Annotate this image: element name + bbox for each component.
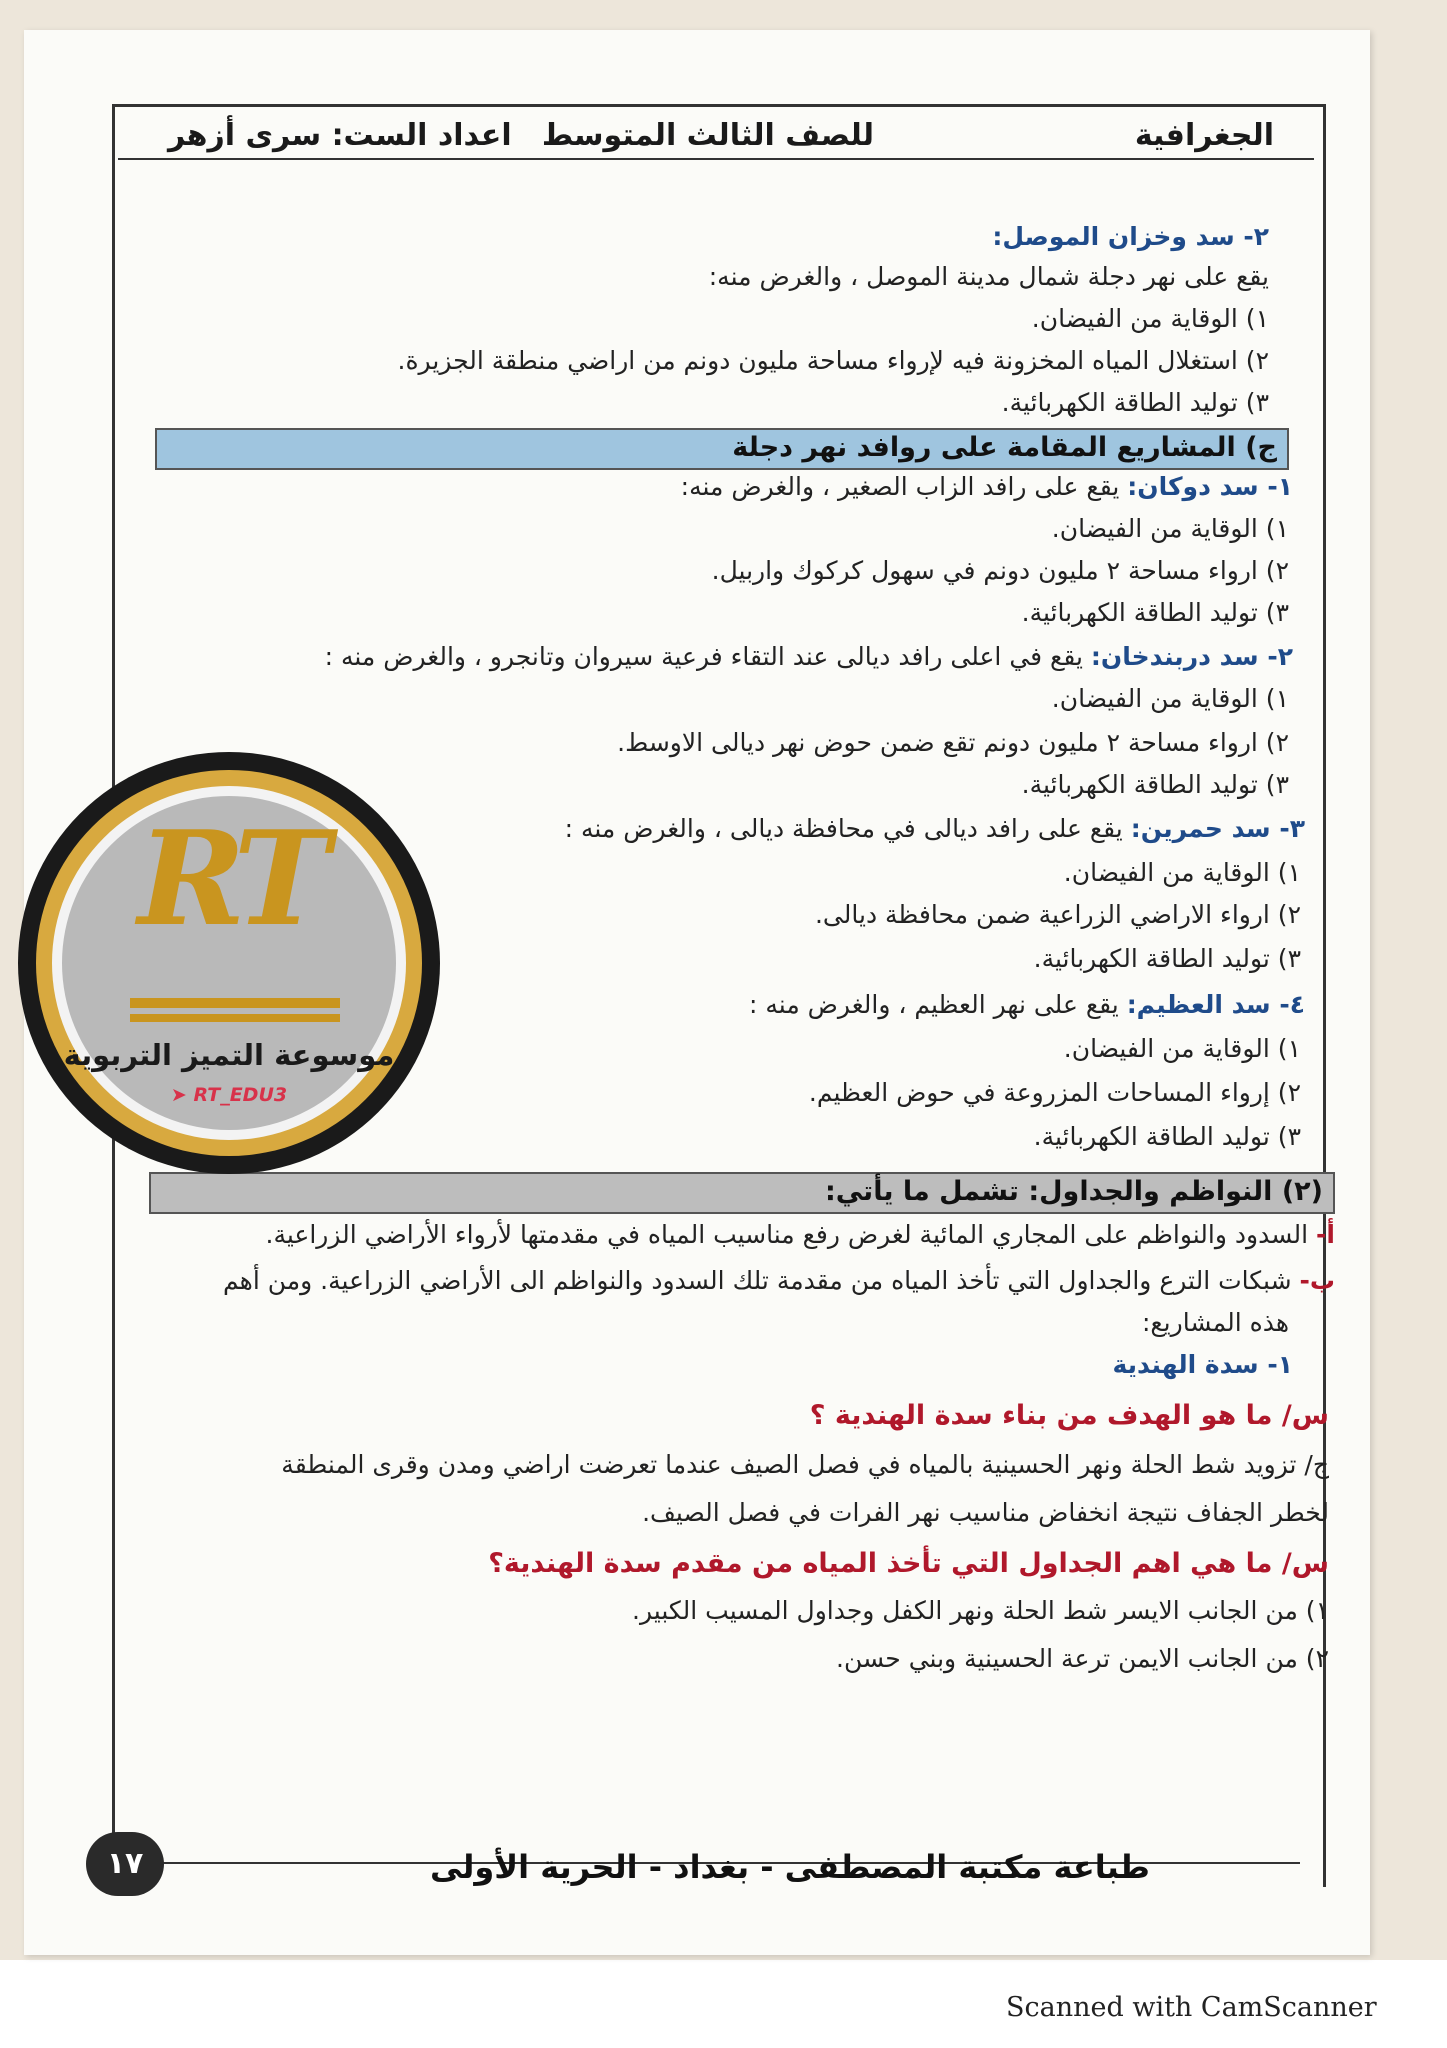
subsection-title: ١- سدة الهندية bbox=[1112, 1350, 1293, 1379]
list-item: ١) الوقاية من الفيضان. bbox=[1051, 514, 1289, 543]
page-header bbox=[118, 112, 1314, 162]
paragraph: هذه المشاريع: bbox=[1141, 1308, 1289, 1337]
question: س/ ما هي اهم الجداول التي تأخذ المياه من مقدم سدة الهندية؟ bbox=[488, 1548, 1329, 1579]
header-class: للصف الثالث المتوسط bbox=[541, 118, 874, 153]
list-item: ٢) ارواء مساحة ٢ مليون دونم تقع ضمن حوض نهر ديالى الاوسط. bbox=[617, 728, 1289, 757]
list-item: ٣) توليد الطاقة الكهربائية. bbox=[1033, 944, 1301, 973]
section-heading-bar bbox=[149, 1172, 1335, 1214]
list-item: ١) الوقاية من الفيضان. bbox=[1051, 684, 1289, 713]
watermark-handle-text: RT_EDU3 bbox=[193, 1084, 288, 1106]
send-icon: ➤ bbox=[170, 1084, 194, 1106]
answer: لخطر الجفاف نتيجة انخفاض مناسيب نهر الفرات في فصل الصيف. bbox=[642, 1498, 1329, 1527]
dam-entry bbox=[749, 990, 1305, 1019]
section-heading: (٢) النواظم والجداول: تشمل ما يأتي: bbox=[824, 1176, 1323, 1207]
answer-item: ١) من الجانب الايسر شط الحلة ونهر الكفل وجداول المسيب الكبير. bbox=[632, 1596, 1329, 1625]
list-item: ١) الوقاية من الفيضان. bbox=[1063, 858, 1301, 887]
list-item: ١) الوقاية من الفيضان. bbox=[1031, 304, 1269, 333]
paragraph bbox=[223, 1266, 1335, 1295]
footer-printer: طباعة مكتبة المصطفى - بغداد - الحرية الأولى bbox=[430, 1848, 1150, 1886]
list-item: ٣) توليد الطاقة الكهربائية. bbox=[1021, 770, 1289, 799]
answer: ج/ تزويد شط الحلة ونهر الحسينية بالمياه في فصل الصيف عندما تعرضت اراضي ومدن وقرى المنطقة bbox=[281, 1450, 1329, 1479]
section-heading: ج) المشاريع المقامة على روافد نهر دجلة bbox=[732, 432, 1277, 463]
paragraph-text: السدود والنواظم على المجاري المائية لغرض رفع مناسيب المياه في مقدمتها لأرواء الأراضي الزراعية. bbox=[265, 1220, 1309, 1249]
list-item: ٢) استغلال المياه المخزونة فيه لإرواء مساحة مليون دونم من اراضي منطقة الجزيرة. bbox=[397, 346, 1269, 375]
list-item: ٢) ارواء الاراضي الزراعية ضمن محافظة ديالى. bbox=[814, 900, 1301, 929]
dam-entry bbox=[565, 814, 1305, 843]
dam-name: ١- سد دوكان: bbox=[1127, 472, 1293, 501]
paragraph: يقع على نهر دجلة شمال مدينة الموصل ، والغرض منه: bbox=[708, 262, 1269, 291]
answer-item: ٢) من الجانب الايمن ترعة الحسينية وبني حسن. bbox=[836, 1644, 1329, 1673]
dam-description: يقع على رافد الزاب الصغير ، والغرض منه: bbox=[680, 472, 1120, 501]
header-divider bbox=[118, 158, 1314, 160]
watermark-handle bbox=[18, 1084, 440, 1106]
dam-description: يقع في اعلى رافد ديالى عند التقاء فرعية سيروان وتانجرو ، والغرض منه : bbox=[324, 642, 1083, 671]
header-author: اعداد الست: سرى أزهر bbox=[168, 118, 512, 153]
dam-name: ٢- سد دربندخان: bbox=[1090, 642, 1293, 671]
item-label: أ- bbox=[1316, 1220, 1335, 1249]
question: س/ ما هو الهدف من بناء سدة الهندية ؟ bbox=[809, 1400, 1329, 1431]
dam-name: ٣- سد حمرين: bbox=[1130, 814, 1305, 843]
watermark-bar bbox=[130, 1014, 340, 1022]
dam-entry bbox=[681, 472, 1293, 501]
item-label: ب- bbox=[1299, 1266, 1335, 1295]
list-item: ٢) إرواء المساحات المزروعة في حوض العظيم. bbox=[808, 1078, 1301, 1107]
list-item: ٢) ارواء مساحة ٢ مليون دونم في سهول كركوك واربيل. bbox=[711, 556, 1289, 585]
watermark-name: موسوعة التميز التربوية bbox=[63, 1038, 395, 1072]
dam-name: ٤- سد العظيم: bbox=[1126, 990, 1305, 1019]
dam-entry bbox=[325, 642, 1293, 671]
watermark-logo bbox=[18, 752, 440, 1174]
header-subject: الجغرافية bbox=[1134, 118, 1274, 153]
list-item: ٣) توليد الطاقة الكهربائية. bbox=[1001, 388, 1269, 417]
page-number: ١٧ bbox=[86, 1832, 164, 1896]
list-item: ١) الوقاية من الفيضان. bbox=[1063, 1034, 1301, 1063]
list-item: ٣) توليد الطاقة الكهربائية. bbox=[1021, 598, 1289, 627]
watermark-monogram: RT bbox=[137, 802, 321, 955]
section-heading-bar bbox=[155, 428, 1289, 470]
paragraph bbox=[266, 1220, 1335, 1249]
dam-description: يقع على رافد ديالى في محافظة ديالى ، والغرض منه : bbox=[564, 814, 1123, 843]
scanner-note: Scanned with CamScanner bbox=[1006, 1992, 1377, 2023]
dam-description: يقع على نهر العظيم ، والغرض منه : bbox=[749, 990, 1119, 1019]
watermark-bar bbox=[130, 998, 340, 1008]
section-title: ٢- سد وخزان الموصل: bbox=[992, 222, 1269, 251]
list-item: ٣) توليد الطاقة الكهربائية. bbox=[1033, 1122, 1301, 1151]
paragraph-text: شبكات الترع والجداول التي تأخذ المياه من مقدمة تلك السدود والنواظم الى الأراضي الزراعية. ومن أهم bbox=[223, 1266, 1292, 1295]
